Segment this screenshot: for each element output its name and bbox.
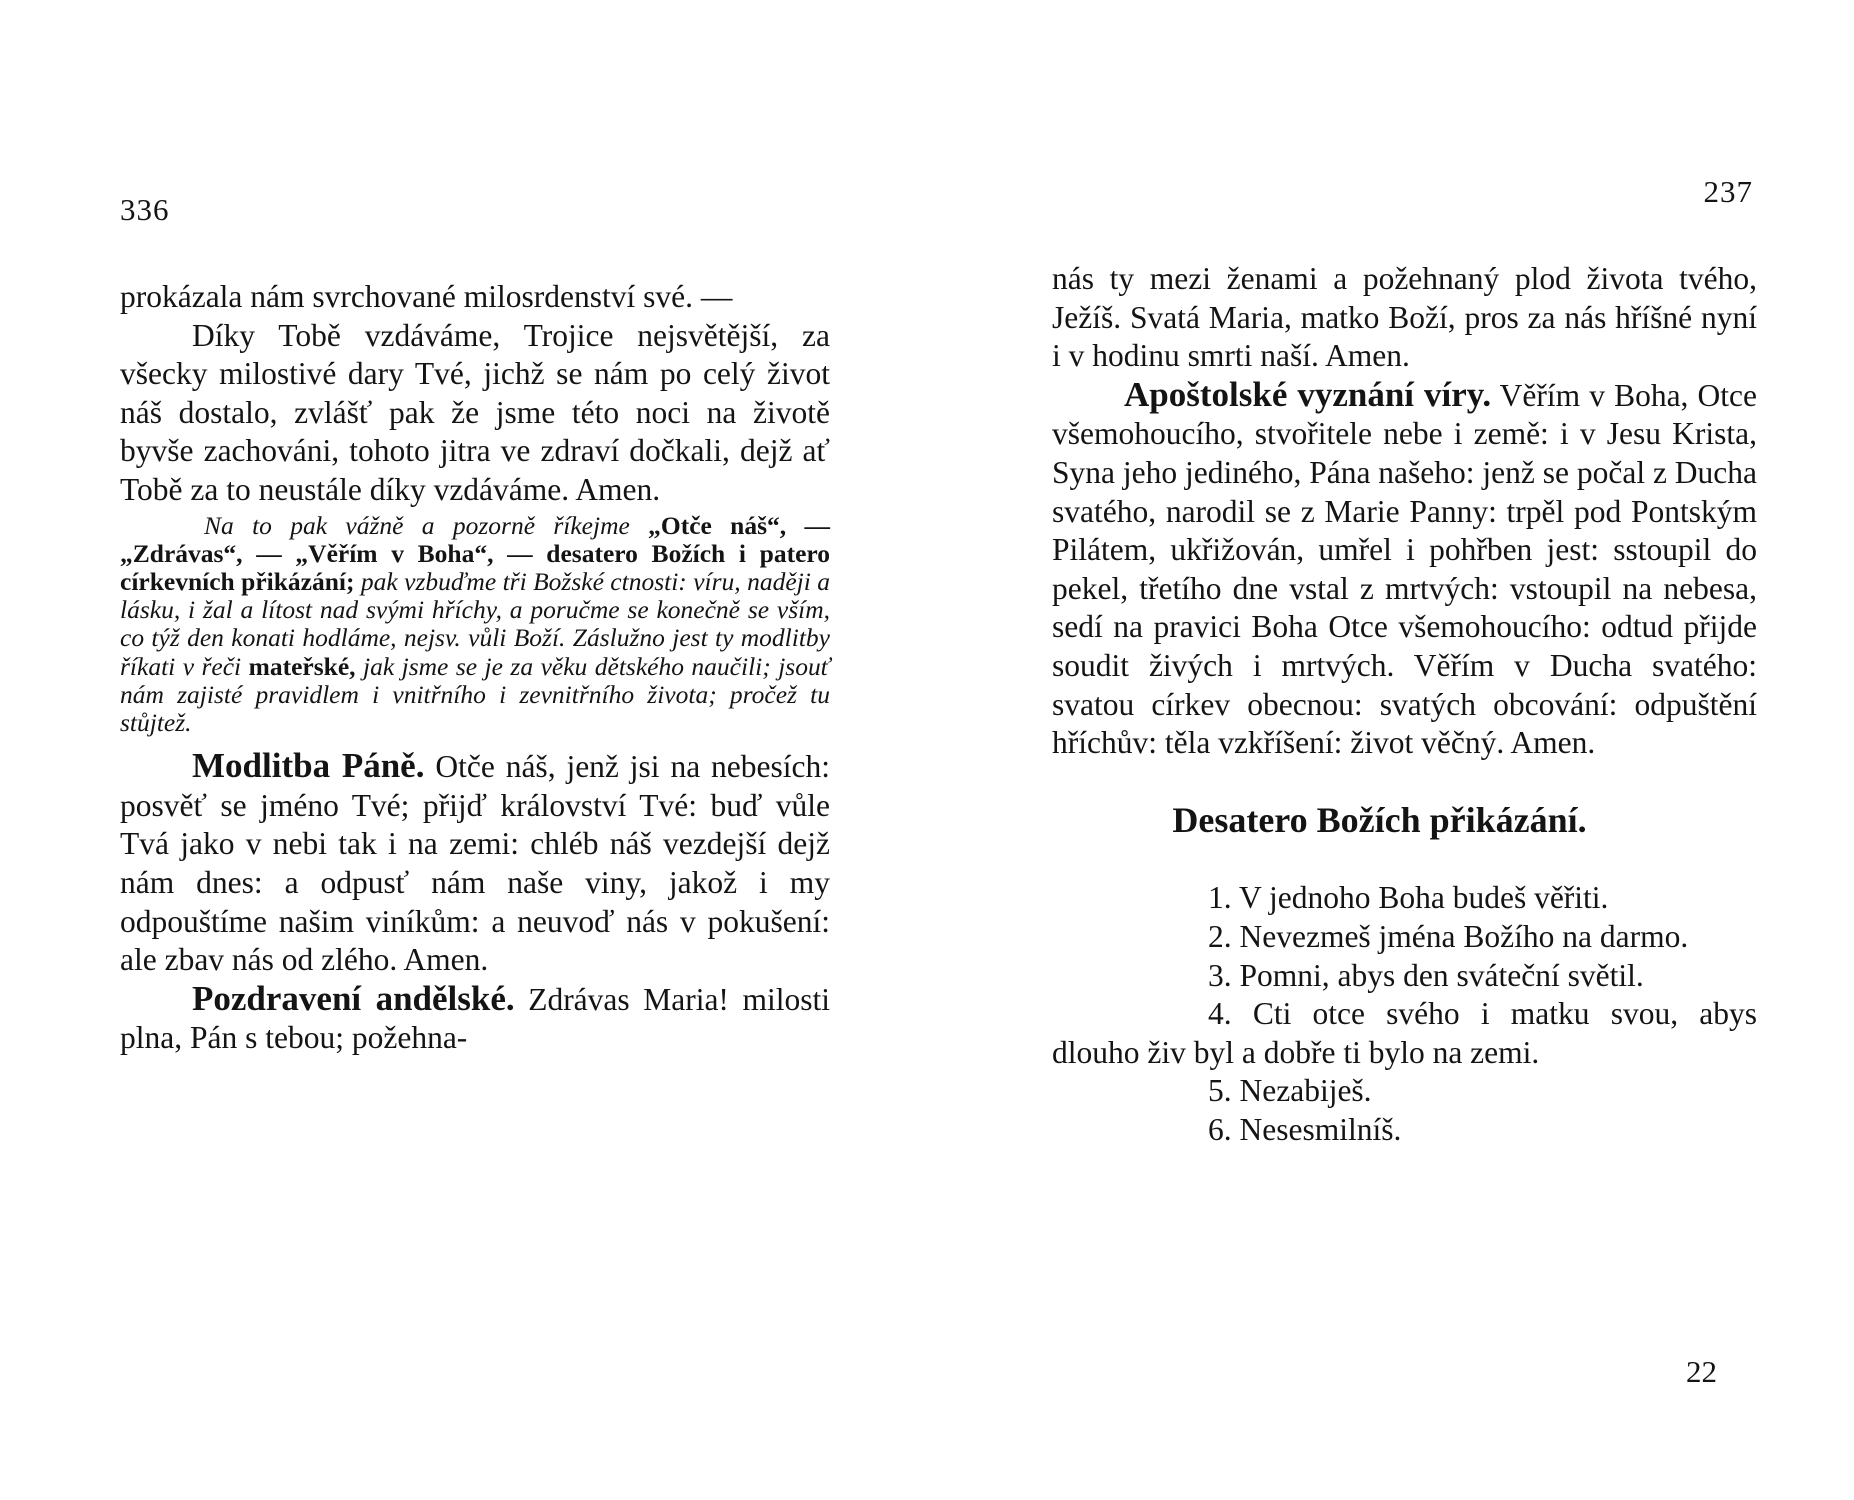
rubric-part2: pak vzbuďme tři Božské ctnosti: víru, naději a lásku, i žal a lítost nad svými hříchy, a poručme se konečně se vším, co týž den konati hodláme, nejsv. vůli Boží. Záslužno jest ty modlitby říkati v řeči (120, 566, 830, 681)
paragraph-mercy: prokázala nám svrchované milosrdenství své. — (120, 279, 733, 314)
hail-mary (120, 980, 830, 1058)
lords-prayer-title: Modlitba Páně. (192, 746, 425, 786)
creed-title: Apoštolské vyznání víry. (1124, 374, 1492, 414)
commandments-list (1052, 879, 1757, 1149)
right-page (1052, 0, 1757, 1500)
commandment-number: 2. (1208, 918, 1232, 954)
rubric-prayers-list: „Otče náš“, — „Zdrávas“, — „Věřím v Boha“, — desatero Božích i patero církevních přikázání; (120, 510, 830, 596)
commandment-item (1052, 1072, 1757, 1111)
lords-prayer (120, 747, 830, 980)
hail-mary-continuation: nás ty mezi ženami a požehnaný plod života tvého, Ježíš. Svatá Maria, matko Boží, pros za nás hříšné nyní i v hodinu smrti naší. Amen. (1052, 261, 1757, 374)
rubric-part1: Na to pak vážně a pozorně říkejme (204, 510, 630, 540)
signature-mark: 22 (1686, 1354, 1717, 1389)
commandment-item (1052, 995, 1757, 1072)
lords-prayer-text: Otče náš, jenž jsi na nebesích: posvěť se jméno Tvé; přijď království Tvé: buď vůle Tvá jako v nebi tak i na zemi: chléb náš vezdejší dejž nám dnes: a odpusť nám naše viny, jakož i my odpouštíme našim viníkům: a neuvoď nás v pokušení: ale zbav nás od zlého. Amen. (120, 749, 831, 978)
left-page-number: 336 (120, 192, 170, 227)
commandment-text: Nesesmilníš. (1239, 1111, 1402, 1147)
left-page (120, 0, 830, 1500)
rubric-mother-tongue: mateřské, (248, 651, 356, 681)
commandment-number: 1. (1208, 880, 1232, 916)
commandment-item (1052, 879, 1757, 918)
hail-mary-title: Pozdravení andělské. (192, 978, 515, 1018)
commandment-text: Cti otce svého i matku svou, abys dlouho živ byl a dobře ti bylo na zemi. (1052, 996, 1758, 1070)
commandment-text: Pomni, abys den sváteční světil. (1239, 957, 1644, 993)
creed-text: Věřím v Boha, Otce všemohoucího, stvořitele nebe i země: i v Jesu Krista, Syna jeho jediného, Pána našeho: jenž se počal z Ducha svatého, narodil se z Marie Panny: trpěl pod Pontským Pilátem, ukřižován, umřel i pohřben jest: sstoupil do pekel, třetího dne vstal z mrtvých: vstoupil na nebesa, sedí na pravici Boha Otce všemohoucího: odtud přijde soudit živých i mrtvých. Věřím v Ducha svatého: svatou církev obecnou: svatých obcování: odpuštění hříchův: těla vzkříšení: život věčný. Amen. (1052, 377, 1758, 761)
commandment-number: 4. (1208, 996, 1232, 1032)
commandments-title: Desatero Božích přikázání. (1172, 799, 1587, 840)
commandment-item (1052, 957, 1757, 996)
right-page-body (1052, 260, 1757, 1149)
commandment-number: 3. (1208, 957, 1232, 993)
commandment-number: 5. (1208, 1073, 1232, 1109)
commandment-number: 6. (1208, 1111, 1232, 1147)
commandment-item (1052, 918, 1757, 957)
commandment-text: Nevezmeš jména Božího na darmo. (1239, 918, 1689, 954)
commandment-text: Nezabiješ. (1239, 1073, 1372, 1109)
rubric-instructions (120, 512, 830, 738)
right-page-number: 237 (1703, 174, 1753, 209)
paragraph-thanksgiving: Díky Tobě vzdáváme, Trojice nejsvětější, za všecky milostivé dary Tvé, jichž se nám po celý život náš dostalo, zvlášť pak že jsme této noci na životě byvše zachováni, tohoto jitra ve zdraví dočkali, dejž ať Tobě za to neustále díky vzdáváme. Amen. (120, 317, 830, 507)
apostles-creed (1052, 376, 1757, 763)
commandment-item (1052, 1111, 1757, 1150)
left-page-body (120, 278, 830, 1058)
commandment-text: V jednoho Boha budeš věřiti. (1238, 880, 1609, 916)
rubric-part3: jak jsme se je za věku dětského naučili; jsouť nám zajisté pravidlem i vnitřního i zevnitřního života; pročež tu stůjtež. (120, 651, 830, 737)
hail-mary-text: Zdrávas Maria! milosti plna, Pán s tebou; požehna- (120, 981, 830, 1056)
